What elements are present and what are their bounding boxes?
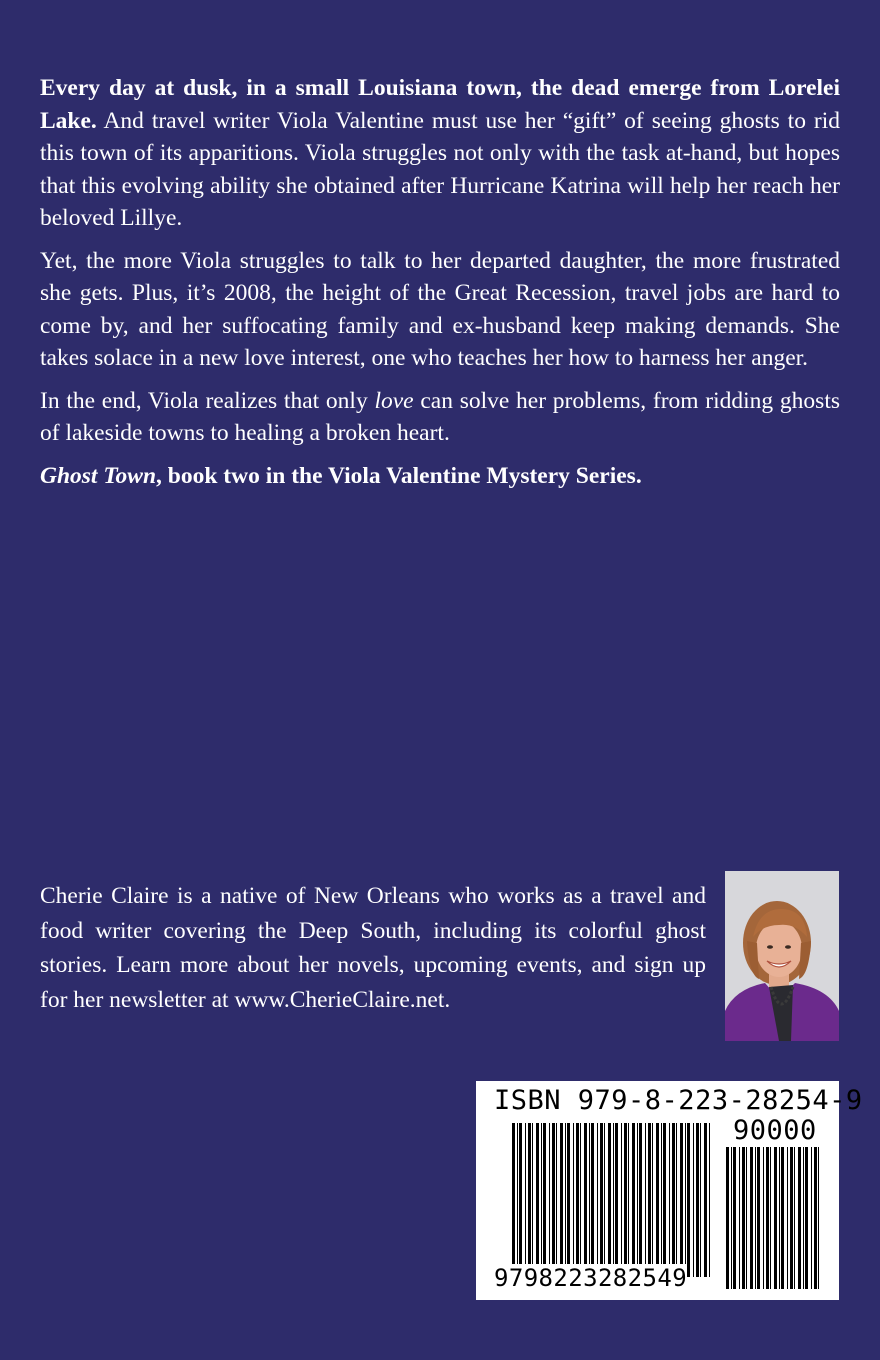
- barcode-bar: [512, 1123, 515, 1277]
- blurb-paragraph-1-text: And travel writer Viola Valentine must use her “gift” of seeing ghosts to rid this town of its apparitions. Viola struggles not only with the task at-hand, but hopes that this evolving ability she obtained after Hurricane Katrina will help her reach her beloved Lillye.: [40, 107, 840, 231]
- barcode-bar: [543, 1123, 546, 1277]
- barcode-bar: [733, 1147, 736, 1289]
- barcode-bar: [528, 1123, 531, 1277]
- book-title: Ghost Town: [40, 462, 157, 489]
- barcode-bar: [597, 1123, 598, 1277]
- barcode-bar: [696, 1123, 699, 1277]
- author-bio-text: Cherie Claire is a native of New Orleans who works as a travel and food writer covering the Deep South, including its colorful ghost stories. Learn more about her novels, upcoming events, and sign up for her newsletter at www.CherieClaire.net.: [40, 883, 706, 1013]
- barcode-bar: [648, 1123, 651, 1277]
- barcode-bar: [613, 1123, 614, 1277]
- barcode-bar: [787, 1147, 788, 1289]
- barcode-bar: [549, 1123, 550, 1277]
- barcode-bar: [779, 1147, 780, 1289]
- barcode-bar: [676, 1123, 677, 1277]
- barcode-bar: [645, 1123, 646, 1277]
- price-code: 90000: [733, 1115, 817, 1146]
- barcode-bar: [637, 1123, 638, 1277]
- barcode-bar: [632, 1123, 635, 1277]
- barcode-bar: [556, 1123, 557, 1277]
- barcode-bar: [680, 1123, 683, 1277]
- isbn-label: ISBN 979-8-223-28254-9: [494, 1085, 863, 1116]
- barcode-bar: [750, 1147, 753, 1289]
- barcode-bar: [798, 1147, 801, 1289]
- barcode-bar: [580, 1123, 581, 1277]
- barcode-bar: [663, 1123, 666, 1277]
- barcode-bar: [742, 1147, 745, 1289]
- barcode-bar: [621, 1123, 622, 1277]
- barcode-bar: [818, 1147, 819, 1289]
- blurb-paragraph-1: [40, 72, 840, 235]
- barcode-bar: [656, 1123, 659, 1277]
- barcode-bar: [687, 1123, 690, 1277]
- blurb: [40, 72, 840, 502]
- barcode-bar: [525, 1123, 526, 1277]
- barcode-bar: [615, 1123, 618, 1277]
- barcode-bar: [803, 1147, 804, 1289]
- barcode-number: 9798223282549: [494, 1264, 688, 1292]
- barcode-bar: [781, 1147, 784, 1289]
- barcode-bar: [672, 1123, 675, 1277]
- barcode-bar: [573, 1123, 574, 1277]
- barcode-bar: [746, 1147, 747, 1289]
- barcode-bar: [685, 1123, 686, 1277]
- blurb-paragraph-3: In the end, Viola realizes that only love can solve her problems, from ridding ghosts of lakeside towns to healing a broken heart.: [40, 387, 840, 446]
- isbn-barcode: [476, 1081, 863, 1300]
- blurb-hook: Every day at dusk, in a small Louisiana town, the dead emerge from Lorelei Lake.: [40, 75, 840, 134]
- author-photo: [725, 871, 839, 1041]
- barcode-bar: [565, 1123, 566, 1277]
- barcode-bar: [552, 1123, 555, 1277]
- barcode-bar: [639, 1123, 642, 1277]
- barcode-bar: [576, 1123, 579, 1277]
- barcode-bar: [700, 1123, 701, 1277]
- barcode-bar: [600, 1123, 603, 1277]
- barcode-bar: [770, 1147, 771, 1289]
- blurb-paragraph-2: Yet, the more Viola struggles to talk to her departed daughter, the more frustrated she gets. Plus, it’s 2008, the height of the Great Recession, travel jobs are hard to come by, and her suffocating family and ex-husband keep making demands. She takes solace in a new love interest, one who teaches her how to harness her anger.: [40, 247, 840, 371]
- barcode-bar: [755, 1147, 756, 1289]
- barcode-bar: [805, 1147, 808, 1289]
- barcode-bar: [731, 1147, 732, 1289]
- barcode-bar: [628, 1123, 629, 1277]
- barcode-bar: [693, 1123, 694, 1277]
- barcode-bar: [589, 1123, 590, 1277]
- barcode-bar: [652, 1123, 653, 1277]
- barcode-bar: [763, 1147, 764, 1289]
- barcode-bar: [774, 1147, 777, 1289]
- barcode-bar: [624, 1123, 627, 1277]
- barcode-bar: [591, 1123, 594, 1277]
- barcode-bar: [739, 1147, 740, 1289]
- author-bio: [40, 879, 706, 1045]
- barcode-bar: [536, 1123, 539, 1277]
- barcode-bar: [811, 1147, 812, 1289]
- barcode-bar: [726, 1147, 729, 1289]
- barcode-bar: [790, 1147, 793, 1289]
- barcode-bar: [766, 1147, 769, 1289]
- author-portrait-illustration: [725, 871, 839, 1041]
- barcode-bar: [608, 1123, 611, 1277]
- emphasis-love: love: [374, 387, 414, 414]
- barcode-bar: [532, 1123, 533, 1277]
- barcode-bar: [669, 1123, 670, 1277]
- barcode-bar: [794, 1147, 795, 1289]
- barcode-bar: [604, 1123, 605, 1277]
- barcode-bar: [517, 1123, 518, 1277]
- barcode-bar: [814, 1147, 817, 1289]
- barcode-bar: [661, 1123, 662, 1277]
- barcode-bar: [519, 1123, 522, 1277]
- barcode-bar: [541, 1123, 542, 1277]
- barcode-bar: [757, 1147, 760, 1289]
- barcode-bar: [560, 1123, 563, 1277]
- barcode-bar: [704, 1123, 707, 1277]
- barcode-bar: [567, 1123, 570, 1277]
- barcode-bar: [584, 1123, 587, 1277]
- barcode-bar: [709, 1123, 710, 1277]
- series-line: Ghost Town, book two in the Viola Valentine Mystery Series.: [40, 462, 642, 489]
